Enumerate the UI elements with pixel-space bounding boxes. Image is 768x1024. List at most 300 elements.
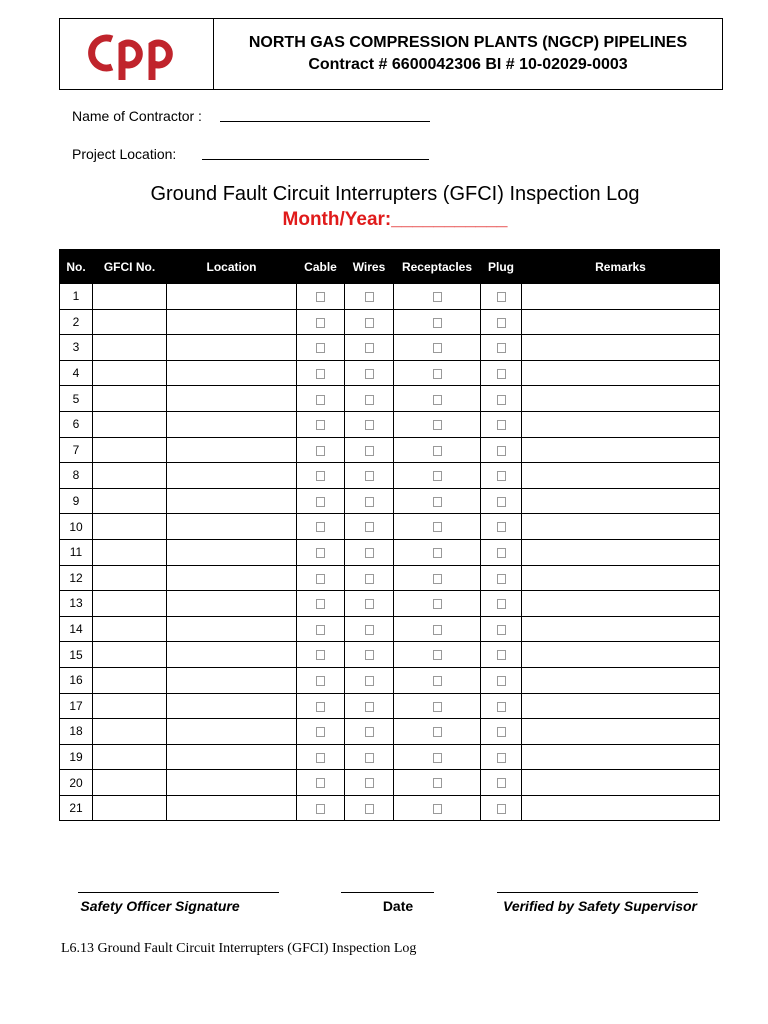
location-cell[interactable] — [167, 514, 297, 540]
location-cell[interactable] — [167, 616, 297, 642]
wires-cell — [345, 539, 394, 565]
row-number: 14 — [60, 616, 93, 642]
cable-cell — [297, 693, 345, 719]
wires-checkbox[interactable] — [365, 650, 374, 660]
cable-checkbox[interactable] — [316, 420, 325, 430]
plug-checkbox[interactable] — [497, 343, 506, 353]
cable-checkbox[interactable] — [316, 548, 325, 558]
location-cell[interactable] — [167, 795, 297, 821]
location-cell[interactable] — [167, 335, 297, 361]
cable-cell — [297, 616, 345, 642]
gfci-no-cell[interactable] — [93, 539, 167, 565]
gfci-no-cell[interactable] — [93, 335, 167, 361]
gfci-no-cell[interactable] — [93, 488, 167, 514]
plug-cell — [481, 360, 522, 386]
wires-cell — [345, 514, 394, 540]
wires-cell — [345, 309, 394, 335]
receptacles-checkbox[interactable] — [433, 343, 442, 353]
remarks-cell[interactable] — [522, 693, 720, 719]
plug-cell — [481, 693, 522, 719]
remarks-cell[interactable] — [522, 284, 720, 310]
table-row — [60, 565, 720, 591]
cable-cell — [297, 770, 345, 796]
table-row — [60, 744, 720, 770]
plug-cell — [481, 309, 522, 335]
receptacles-checkbox[interactable] — [433, 369, 442, 379]
cable-checkbox[interactable] — [316, 446, 325, 456]
row-number: 18 — [60, 719, 93, 745]
wires-cell — [345, 616, 394, 642]
wires-checkbox[interactable] — [365, 395, 374, 405]
plug-cell — [481, 719, 522, 745]
table-row — [60, 616, 720, 642]
remarks-cell[interactable] — [522, 642, 720, 668]
cable-cell — [297, 284, 345, 310]
header-title-line2: Contract # 6600042306 BI # 10-02029-0003 — [308, 56, 628, 73]
wires-checkbox[interactable] — [365, 804, 374, 814]
receptacles-checkbox[interactable] — [433, 727, 442, 737]
gfci-no-cell[interactable] — [93, 386, 167, 412]
row-number: 2 — [60, 309, 93, 335]
cable-checkbox[interactable] — [316, 292, 325, 302]
contractor-field[interactable] — [220, 121, 430, 122]
table-row — [60, 591, 720, 617]
plug-checkbox[interactable] — [497, 727, 506, 737]
remarks-cell[interactable] — [522, 437, 720, 463]
row-number: 16 — [60, 667, 93, 693]
location-cell[interactable] — [167, 693, 297, 719]
location-cell[interactable] — [167, 386, 297, 412]
cable-cell — [297, 795, 345, 821]
wires-cell — [345, 284, 394, 310]
wires-checkbox[interactable] — [365, 778, 374, 788]
gfci-no-cell[interactable] — [93, 565, 167, 591]
date-label: Date — [382, 898, 414, 914]
gfci-no-cell[interactable] — [93, 719, 167, 745]
receptacles-checkbox[interactable] — [433, 778, 442, 788]
wires-cell — [345, 795, 394, 821]
wires-cell — [345, 565, 394, 591]
row-number: 9 — [60, 488, 93, 514]
gfci-no-cell[interactable] — [93, 770, 167, 796]
receptacles-checkbox[interactable] — [433, 574, 442, 584]
cable-checkbox[interactable] — [316, 471, 325, 481]
wires-checkbox[interactable] — [365, 420, 374, 430]
plug-checkbox[interactable] — [497, 318, 506, 328]
gfci-no-cell[interactable] — [93, 795, 167, 821]
cable-checkbox[interactable] — [316, 318, 325, 328]
wires-checkbox[interactable] — [365, 702, 374, 712]
cable-cell — [297, 463, 345, 489]
cable-checkbox[interactable] — [316, 727, 325, 737]
receptacles-checkbox[interactable] — [433, 753, 442, 763]
plug-checkbox[interactable] — [497, 702, 506, 712]
plug-checkbox[interactable] — [497, 804, 506, 814]
date-signature-line[interactable] — [341, 892, 434, 893]
table-row — [60, 539, 720, 565]
row-number: 1 — [60, 284, 93, 310]
remarks-cell[interactable] — [522, 719, 720, 745]
receptacles-cell — [394, 642, 481, 668]
cable-checkbox[interactable] — [316, 574, 325, 584]
row-number: 17 — [60, 693, 93, 719]
location-cell[interactable] — [167, 488, 297, 514]
wires-cell — [345, 386, 394, 412]
remarks-cell[interactable] — [522, 539, 720, 565]
cable-cell — [297, 591, 345, 617]
wires-cell — [345, 667, 394, 693]
gfci-no-cell[interactable] — [93, 360, 167, 386]
plug-cell — [481, 386, 522, 412]
cable-cell — [297, 360, 345, 386]
column-header: Plug — [481, 250, 522, 284]
location-field[interactable] — [202, 159, 429, 160]
column-header: Location — [167, 250, 297, 284]
plug-cell — [481, 488, 522, 514]
receptacles-checkbox[interactable] — [433, 395, 442, 405]
gfci-no-cell[interactable] — [93, 616, 167, 642]
receptacles-cell — [394, 284, 481, 310]
gfci-no-cell[interactable] — [93, 284, 167, 310]
plug-checkbox[interactable] — [497, 676, 506, 686]
wires-cell — [345, 488, 394, 514]
location-cell[interactable] — [167, 437, 297, 463]
receptacles-checkbox[interactable] — [433, 676, 442, 686]
plug-checkbox[interactable] — [497, 446, 506, 456]
table-row — [60, 667, 720, 693]
wires-checkbox[interactable] — [365, 599, 374, 609]
cable-cell — [297, 565, 345, 591]
receptacles-cell — [394, 437, 481, 463]
plug-cell — [481, 463, 522, 489]
cable-cell — [297, 514, 345, 540]
receptacles-checkbox[interactable] — [433, 804, 442, 814]
receptacles-cell — [394, 488, 481, 514]
receptacles-cell — [394, 719, 481, 745]
gfci-no-cell[interactable] — [93, 437, 167, 463]
wires-checkbox[interactable] — [365, 753, 374, 763]
location-cell[interactable] — [167, 565, 297, 591]
plug-cell — [481, 591, 522, 617]
column-header: GFCI No. — [93, 250, 167, 284]
wires-checkbox[interactable] — [365, 522, 374, 532]
receptacles-checkbox[interactable] — [433, 650, 442, 660]
plug-checkbox[interactable] — [497, 292, 506, 302]
cable-cell — [297, 437, 345, 463]
cable-cell — [297, 386, 345, 412]
remarks-cell[interactable] — [522, 616, 720, 642]
plug-checkbox[interactable] — [497, 753, 506, 763]
cable-cell — [297, 309, 345, 335]
location-cell[interactable] — [167, 411, 297, 437]
wires-cell — [345, 693, 394, 719]
gfci-no-cell[interactable] — [93, 411, 167, 437]
wires-cell — [345, 411, 394, 437]
plug-checkbox[interactable] — [497, 548, 506, 558]
remarks-cell[interactable] — [522, 360, 720, 386]
table-row — [60, 437, 720, 463]
cable-cell — [297, 411, 345, 437]
wires-checkbox[interactable] — [365, 369, 374, 379]
table-row — [60, 386, 720, 412]
footer-caption: L6.13 Ground Fault Circuit Interrupters (GFCI) Inspection Log — [61, 941, 417, 956]
cable-cell — [297, 642, 345, 668]
wires-cell — [345, 591, 394, 617]
gfci-no-cell[interactable] — [93, 514, 167, 540]
table-row — [60, 411, 720, 437]
table-row — [60, 335, 720, 361]
receptacles-checkbox[interactable] — [433, 599, 442, 609]
table-body — [60, 284, 720, 821]
cable-checkbox[interactable] — [316, 599, 325, 609]
inspection-table — [59, 249, 720, 821]
receptacles-checkbox[interactable] — [433, 446, 442, 456]
company-logo — [82, 26, 192, 82]
column-header: Remarks — [522, 250, 720, 284]
cable-checkbox[interactable] — [316, 702, 325, 712]
wires-cell — [345, 770, 394, 796]
location-label: Project Location: — [72, 146, 177, 162]
plug-cell — [481, 539, 522, 565]
row-number: 20 — [60, 770, 93, 796]
plug-checkbox[interactable] — [497, 471, 506, 481]
receptacles-cell — [394, 360, 481, 386]
remarks-cell[interactable] — [522, 744, 720, 770]
page-title: Ground Fault Circuit Interrupters (GFCI) Inspection Log — [150, 183, 640, 205]
remarks-cell[interactable] — [522, 667, 720, 693]
row-number: 8 — [60, 463, 93, 489]
supervisor-signature-line[interactable] — [497, 892, 698, 893]
receptacles-cell — [394, 309, 481, 335]
plug-checkbox[interactable] — [497, 497, 506, 507]
wires-checkbox[interactable] — [365, 292, 374, 302]
wires-cell — [345, 335, 394, 361]
table-row — [60, 309, 720, 335]
safety-officer-label: Safety Officer Signature — [80, 898, 240, 914]
plug-cell — [481, 411, 522, 437]
receptacles-checkbox[interactable] — [433, 318, 442, 328]
receptacles-checkbox[interactable] — [433, 420, 442, 430]
receptacles-checkbox[interactable] — [433, 292, 442, 302]
plug-checkbox[interactable] — [497, 574, 506, 584]
cable-checkbox[interactable] — [316, 625, 325, 635]
contractor-label: Name of Contractor : — [72, 108, 202, 124]
location-cell[interactable] — [167, 539, 297, 565]
supervisor-label: Verified by Safety Supervisor — [503, 898, 697, 914]
row-number: 5 — [60, 386, 93, 412]
receptacles-cell — [394, 591, 481, 617]
wires-cell — [345, 719, 394, 745]
receptacles-cell — [394, 667, 481, 693]
cable-checkbox[interactable] — [316, 343, 325, 353]
plug-checkbox[interactable] — [497, 625, 506, 635]
gfci-no-cell[interactable] — [93, 642, 167, 668]
column-header: Cable — [297, 250, 345, 284]
receptacles-cell — [394, 770, 481, 796]
wires-checkbox[interactable] — [365, 471, 374, 481]
remarks-cell[interactable] — [522, 411, 720, 437]
wires-checkbox[interactable] — [365, 625, 374, 635]
row-number: 12 — [60, 565, 93, 591]
plug-checkbox[interactable] — [497, 650, 506, 660]
plug-cell — [481, 514, 522, 540]
row-number: 4 — [60, 360, 93, 386]
receptacles-cell — [394, 463, 481, 489]
remarks-cell[interactable] — [522, 309, 720, 335]
cable-checkbox[interactable] — [316, 676, 325, 686]
wires-cell — [345, 463, 394, 489]
gfci-no-cell[interactable] — [93, 309, 167, 335]
cable-checkbox[interactable] — [316, 753, 325, 763]
wires-checkbox[interactable] — [365, 318, 374, 328]
plug-cell — [481, 667, 522, 693]
receptacles-cell — [394, 335, 481, 361]
gfci-no-cell[interactable] — [93, 693, 167, 719]
plug-checkbox[interactable] — [497, 522, 506, 532]
plug-cell — [481, 770, 522, 796]
table-row — [60, 488, 720, 514]
table-header-row — [60, 250, 720, 284]
wires-checkbox[interactable] — [365, 548, 374, 558]
wires-cell — [345, 360, 394, 386]
plug-cell — [481, 616, 522, 642]
gfci-no-cell[interactable] — [93, 744, 167, 770]
plug-checkbox[interactable] — [497, 369, 506, 379]
receptacles-checkbox[interactable] — [433, 522, 442, 532]
wires-cell — [345, 642, 394, 668]
gfci-no-cell[interactable] — [93, 667, 167, 693]
plug-cell — [481, 795, 522, 821]
receptacles-cell — [394, 386, 481, 412]
location-cell[interactable] — [167, 770, 297, 796]
table-row — [60, 719, 720, 745]
remarks-cell[interactable] — [522, 463, 720, 489]
location-cell[interactable] — [167, 667, 297, 693]
receptacles-cell — [394, 539, 481, 565]
table-row — [60, 360, 720, 386]
plug-cell — [481, 284, 522, 310]
cable-checkbox[interactable] — [316, 369, 325, 379]
cable-cell — [297, 488, 345, 514]
month-year-field: Month/Year:___________ — [282, 209, 508, 230]
table-row — [60, 693, 720, 719]
location-cell[interactable] — [167, 309, 297, 335]
plug-checkbox[interactable] — [497, 420, 506, 430]
plug-checkbox[interactable] — [497, 778, 506, 788]
remarks-cell[interactable] — [522, 386, 720, 412]
wires-cell — [345, 437, 394, 463]
location-cell[interactable] — [167, 591, 297, 617]
remarks-cell[interactable] — [522, 591, 720, 617]
cable-cell — [297, 667, 345, 693]
table-row — [60, 642, 720, 668]
receptacles-checkbox[interactable] — [433, 471, 442, 481]
wires-checkbox[interactable] — [365, 343, 374, 353]
row-number: 3 — [60, 335, 93, 361]
location-cell[interactable] — [167, 463, 297, 489]
receptacles-cell — [394, 514, 481, 540]
plug-cell — [481, 335, 522, 361]
cable-checkbox[interactable] — [316, 804, 325, 814]
row-number: 19 — [60, 744, 93, 770]
row-number: 15 — [60, 642, 93, 668]
receptacles-cell — [394, 565, 481, 591]
row-number: 6 — [60, 411, 93, 437]
location-cell[interactable] — [167, 284, 297, 310]
cable-cell — [297, 719, 345, 745]
receptacles-cell — [394, 616, 481, 642]
table-row — [60, 795, 720, 821]
remarks-cell[interactable] — [522, 565, 720, 591]
header-title — [214, 19, 722, 89]
receptacles-cell — [394, 744, 481, 770]
row-number: 21 — [60, 795, 93, 821]
plug-cell — [481, 437, 522, 463]
table-row — [60, 463, 720, 489]
receptacles-checkbox[interactable] — [433, 548, 442, 558]
row-number: 10 — [60, 514, 93, 540]
row-number: 13 — [60, 591, 93, 617]
cable-checkbox[interactable] — [316, 395, 325, 405]
column-header: No. — [60, 250, 93, 284]
header-title-line1: NORTH GAS COMPRESSION PLANTS (NGCP) PIPELINES — [248, 34, 688, 51]
table-row — [60, 770, 720, 796]
row-number: 11 — [60, 539, 93, 565]
receptacles-cell — [394, 693, 481, 719]
wires-checkbox[interactable] — [365, 574, 374, 584]
wires-checkbox[interactable] — [365, 727, 374, 737]
plug-cell — [481, 565, 522, 591]
remarks-cell[interactable] — [522, 514, 720, 540]
cable-cell — [297, 744, 345, 770]
cable-checkbox[interactable] — [316, 650, 325, 660]
wires-checkbox[interactable] — [365, 497, 374, 507]
safety-officer-signature-line[interactable] — [78, 892, 279, 893]
gfci-no-cell[interactable] — [93, 463, 167, 489]
wires-cell — [345, 744, 394, 770]
cable-cell — [297, 539, 345, 565]
row-number: 7 — [60, 437, 93, 463]
plug-checkbox[interactable] — [497, 599, 506, 609]
column-header: Wires — [345, 250, 394, 284]
plug-checkbox[interactable] — [497, 395, 506, 405]
cable-checkbox[interactable] — [316, 497, 325, 507]
location-cell[interactable] — [167, 642, 297, 668]
wires-checkbox[interactable] — [365, 446, 374, 456]
location-cell[interactable] — [167, 719, 297, 745]
gfci-no-cell[interactable] — [93, 591, 167, 617]
wires-checkbox[interactable] — [365, 676, 374, 686]
plug-cell — [481, 744, 522, 770]
remarks-cell[interactable] — [522, 795, 720, 821]
receptacles-checkbox[interactable] — [433, 497, 442, 507]
location-cell[interactable] — [167, 360, 297, 386]
remarks-cell[interactable] — [522, 488, 720, 514]
receptacles-checkbox[interactable] — [433, 702, 442, 712]
cable-cell — [297, 335, 345, 361]
receptacles-checkbox[interactable] — [433, 625, 442, 635]
table-row — [60, 284, 720, 310]
receptacles-cell — [394, 411, 481, 437]
remarks-cell[interactable] — [522, 335, 720, 361]
table-row — [60, 514, 720, 540]
cable-checkbox[interactable] — [316, 522, 325, 532]
logo-cell — [60, 19, 214, 89]
cable-checkbox[interactable] — [316, 778, 325, 788]
location-cell[interactable] — [167, 744, 297, 770]
plug-cell — [481, 642, 522, 668]
remarks-cell[interactable] — [522, 770, 720, 796]
